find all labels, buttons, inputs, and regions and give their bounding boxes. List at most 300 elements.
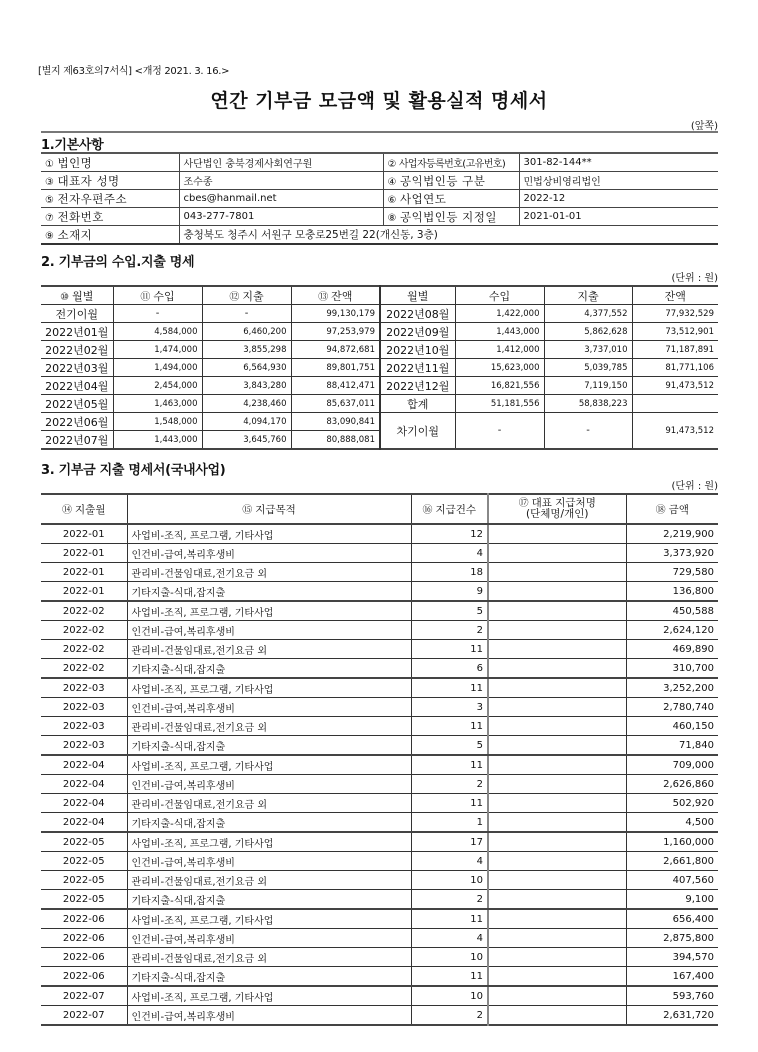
amount-cell: 450,588 <box>626 601 718 621</box>
balance-cell: 88,412,471 <box>291 377 380 395</box>
payee-cell <box>488 794 626 813</box>
monthly-row <box>41 395 718 413</box>
expense-month-cell: 2022-06 <box>41 909 127 929</box>
payee-cell <box>488 929 626 948</box>
amount-cell: 394,570 <box>626 948 718 967</box>
payee-cell <box>488 601 626 621</box>
table-row <box>41 524 718 544</box>
column-header <box>41 494 127 524</box>
circled-number: ⑭ <box>62 505 73 516</box>
income-cell: 1,422,000 <box>455 305 544 323</box>
page-side-label: (앞쪽) <box>690 121 718 132</box>
count-cell: 11 <box>411 640 488 659</box>
circled-number: ⑮ <box>242 505 253 516</box>
column-header-text: 지급목적 <box>255 504 296 516</box>
column-header-text: 지급건수 <box>435 504 477 516</box>
info-row <box>41 172 718 190</box>
expense-cell: - <box>544 413 632 450</box>
payee-cell <box>488 563 626 582</box>
amount-cell: 9,100 <box>626 890 718 910</box>
purpose-cell: 기타지출-식대,잡지출 <box>127 736 411 756</box>
payee-cell <box>488 1006 626 1026</box>
balance-cell: 83,090,841 <box>291 413 380 431</box>
table-row <box>41 852 718 871</box>
info-label <box>41 208 179 226</box>
column-header-text: 지출 <box>242 289 264 303</box>
table-row <box>41 909 718 929</box>
balance-cell: 80,888,081 <box>291 431 380 450</box>
info-value: 043-277-7801 <box>179 208 383 226</box>
column-header: 지출 <box>544 286 632 305</box>
expense-month-cell: 2022-07 <box>41 986 127 1006</box>
purpose-cell: 인건비-급여,복리후생비 <box>127 852 411 871</box>
purpose-cell: 관리비-건물임대료,전기요금 외 <box>127 794 411 813</box>
payee-cell <box>488 890 626 910</box>
section3-title: 3. 기부금 지출 명세서(국내사업) <box>41 463 226 478</box>
count-cell: 4 <box>411 852 488 871</box>
month-cell: 2022년10월 <box>380 341 455 359</box>
table-row <box>41 871 718 890</box>
info-label <box>383 190 519 208</box>
purpose-cell: 기타지출-식대,잡지출 <box>127 659 411 679</box>
address-label-text: 소재지 <box>57 227 93 242</box>
info-label <box>41 190 179 208</box>
month-cell: 2022년09월 <box>380 323 455 341</box>
amount-cell: 1,160,000 <box>626 832 718 852</box>
table-row <box>41 755 718 775</box>
income-cell: 51,181,556 <box>455 395 544 413</box>
circled-number: ⑧ <box>387 212 397 224</box>
info-row <box>41 153 718 172</box>
info-value: 민법상비영리법인 <box>519 172 718 190</box>
payee-cell <box>488 698 626 717</box>
expense-month-cell: 2022-05 <box>41 871 127 890</box>
amount-cell: 656,400 <box>626 909 718 929</box>
column-header-text: 금액 <box>668 504 689 516</box>
purpose-cell: 사업비-조직, 프로그램, 기타사업 <box>127 986 411 1006</box>
column-header-text: 수입 <box>153 289 175 303</box>
info-label-text: 전자우편주소 <box>57 191 128 206</box>
column-header <box>291 286 380 305</box>
count-cell: 11 <box>411 967 488 987</box>
purpose-cell: 기타지출-식대,잡지출 <box>127 890 411 910</box>
purpose-cell: 관리비-건물임대료,전기요금 외 <box>127 717 411 736</box>
income-cell: 1,443,000 <box>113 431 202 450</box>
income-cell: - <box>455 413 544 450</box>
count-cell: 2 <box>411 1006 488 1026</box>
expense-month-cell: 2022-02 <box>41 601 127 621</box>
address-label <box>41 226 179 245</box>
purpose-cell: 관리비-건물임대료,전기요금 외 <box>127 948 411 967</box>
amount-cell: 2,661,800 <box>626 852 718 871</box>
amount-cell: 502,920 <box>626 794 718 813</box>
payee-cell <box>488 544 626 563</box>
payee-cell <box>488 775 626 794</box>
expense-month-cell: 2022-06 <box>41 948 127 967</box>
count-cell: 4 <box>411 544 488 563</box>
purpose-cell: 기타지출-식대,잡지출 <box>127 967 411 987</box>
count-cell: 11 <box>411 755 488 775</box>
count-cell: 17 <box>411 832 488 852</box>
month-cell: 2022년05월 <box>41 395 113 413</box>
expense-cell: 58,838,223 <box>544 395 632 413</box>
purpose-cell: 기타지출-식대,잡지출 <box>127 582 411 602</box>
purpose-cell: 관리비-건물임대료,전기요금 외 <box>127 640 411 659</box>
table-row <box>41 794 718 813</box>
expense-cell: 7,119,150 <box>544 377 632 395</box>
table-row <box>41 544 718 563</box>
count-cell: 2 <box>411 890 488 910</box>
purpose-cell: 인건비-급여,복리후생비 <box>127 775 411 794</box>
balance-cell: 99,130,179 <box>291 305 380 323</box>
balance-cell: 85,637,011 <box>291 395 380 413</box>
month-cell: 전기이월 <box>41 305 113 323</box>
info-label-text: 사업연도 <box>399 191 447 206</box>
expense-cell: 4,377,552 <box>544 305 632 323</box>
payee-cell <box>488 909 626 929</box>
balance-cell: 91,473,512 <box>632 413 718 450</box>
purpose-cell: 사업비-조직, 프로그램, 기타사업 <box>127 832 411 852</box>
amount-cell: 407,560 <box>626 871 718 890</box>
expense-month-cell: 2022-04 <box>41 813 127 833</box>
count-cell: 10 <box>411 948 488 967</box>
expense-month-cell: 2022-01 <box>41 544 127 563</box>
income-cell: 1,443,000 <box>455 323 544 341</box>
table-row <box>41 967 718 987</box>
expense-month-cell: 2022-01 <box>41 582 127 602</box>
amount-cell: 729,580 <box>626 563 718 582</box>
payee-cell <box>488 736 626 756</box>
section3-unit: (단위 : 원) <box>671 481 718 492</box>
payee-cell <box>488 967 626 987</box>
count-cell: 6 <box>411 659 488 679</box>
info-row <box>41 190 718 208</box>
count-cell: 11 <box>411 909 488 929</box>
purpose-cell: 사업비-조직, 프로그램, 기타사업 <box>127 909 411 929</box>
income-cell: - <box>113 305 202 323</box>
table-row <box>41 698 718 717</box>
amount-cell: 3,373,920 <box>626 544 718 563</box>
info-label <box>383 208 519 226</box>
expense-month-cell: 2022-04 <box>41 775 127 794</box>
amount-cell: 310,700 <box>626 659 718 679</box>
info-label <box>41 153 179 172</box>
purpose-cell: 인건비-급여,복리후생비 <box>127 1006 411 1026</box>
column-header-text: 지출월 <box>75 504 106 516</box>
payee-cell <box>488 524 626 544</box>
table-row <box>41 601 718 621</box>
info-label-text: 사업자등록번호(고유번호) <box>398 159 506 170</box>
payee-cell <box>488 621 626 640</box>
count-cell: 1 <box>411 813 488 833</box>
payee-cell <box>488 948 626 967</box>
payee-cell <box>488 582 626 602</box>
payee-cell <box>488 813 626 833</box>
balance-cell: 81,771,106 <box>632 359 718 377</box>
purpose-cell: 사업비-조직, 프로그램, 기타사업 <box>127 524 411 544</box>
amount-cell: 2,875,800 <box>626 929 718 948</box>
column-header: 월별 <box>380 286 455 305</box>
column-header: 수입 <box>455 286 544 305</box>
expense-month-cell: 2022-05 <box>41 832 127 852</box>
balance-cell: 77,932,529 <box>632 305 718 323</box>
expense-month-cell: 2022-04 <box>41 794 127 813</box>
circled-number: ⑰ <box>518 498 529 509</box>
amount-cell: 4,500 <box>626 813 718 833</box>
circled-number: ⑩ <box>60 291 70 303</box>
column-header <box>411 494 488 524</box>
expense-cell: 4,238,460 <box>202 395 291 413</box>
balance-cell: 91,473,512 <box>632 377 718 395</box>
amount-cell: 71,840 <box>626 736 718 756</box>
income-cell: 1,463,000 <box>113 395 202 413</box>
table-row <box>41 1006 718 1026</box>
count-cell: 12 <box>411 524 488 544</box>
info-label <box>383 172 519 190</box>
column-header-subtext: (단체명/개인) <box>526 508 589 520</box>
count-cell: 9 <box>411 582 488 602</box>
expense-month-cell: 2022-02 <box>41 659 127 679</box>
expense-cell: 5,862,628 <box>544 323 632 341</box>
amount-cell: 3,252,200 <box>626 678 718 698</box>
circled-number: ⑫ <box>229 291 240 303</box>
info-label-text: 대표자 성명 <box>57 173 120 188</box>
info-value: 2021-01-01 <box>519 208 718 226</box>
payee-cell <box>488 852 626 871</box>
circled-number: ⑪ <box>140 291 151 303</box>
count-cell: 5 <box>411 736 488 756</box>
purpose-cell: 관리비-건물임대료,전기요금 외 <box>127 563 411 582</box>
month-cell: 차기이월 <box>380 413 455 450</box>
table-row <box>41 890 718 910</box>
column-header-text: 잔액 <box>331 289 353 303</box>
expense-month-cell: 2022-05 <box>41 852 127 871</box>
info-label-text: 공익법인등 구분 <box>399 173 486 188</box>
payee-cell <box>488 640 626 659</box>
column-header <box>41 286 113 305</box>
amount-cell: 593,760 <box>626 986 718 1006</box>
column-header <box>127 494 411 524</box>
column-header <box>626 494 718 524</box>
expense-cell: 3,737,010 <box>544 341 632 359</box>
circled-number: ⑦ <box>45 212 55 224</box>
table-row <box>41 659 718 679</box>
month-cell: 2022년03월 <box>41 359 113 377</box>
amount-cell: 2,624,120 <box>626 621 718 640</box>
purpose-cell: 기타지출-식대,잡지출 <box>127 813 411 833</box>
purpose-cell: 인건비-급여,복리후생비 <box>127 929 411 948</box>
info-value: 조수종 <box>179 172 383 190</box>
circled-number: ⑤ <box>45 194 55 206</box>
info-label-text: 법인명 <box>57 155 93 170</box>
expense-cell: 3,855,298 <box>202 341 291 359</box>
payee-cell <box>488 832 626 852</box>
amount-cell: 709,000 <box>626 755 718 775</box>
table-row <box>41 621 718 640</box>
table-row <box>41 717 718 736</box>
section2-unit: (단위 : 원) <box>671 273 718 284</box>
form-number: [별지 제63호의7서식] <개정 2021. 3. 16.> <box>38 66 230 77</box>
table-row <box>41 929 718 948</box>
monthly-row <box>41 341 718 359</box>
purpose-cell: 인건비-급여,복리후생비 <box>127 621 411 640</box>
expense-month-cell: 2022-06 <box>41 929 127 948</box>
payee-cell <box>488 659 626 679</box>
expense-month-cell: 2022-03 <box>41 736 127 756</box>
income-cell: 1,548,000 <box>113 413 202 431</box>
count-cell: 4 <box>411 929 488 948</box>
month-cell: 2022년11월 <box>380 359 455 377</box>
expense-cell: 3,843,280 <box>202 377 291 395</box>
month-cell: 2022년06월 <box>41 413 113 431</box>
income-expense-table <box>41 285 718 450</box>
expense-month-cell: 2022-01 <box>41 563 127 582</box>
amount-cell: 167,400 <box>626 967 718 987</box>
address-row <box>41 226 718 245</box>
document-title: 연간 기부금 모금액 및 활용실적 명세서 <box>210 90 548 112</box>
circled-number: ④ <box>387 176 397 188</box>
table-row <box>41 563 718 582</box>
count-cell: 3 <box>411 698 488 717</box>
circled-number: ② <box>387 159 396 170</box>
count-cell: 11 <box>411 678 488 698</box>
expense-cell: 3,645,760 <box>202 431 291 450</box>
balance-cell <box>632 395 718 413</box>
expense-month-cell: 2022-02 <box>41 621 127 640</box>
expense-cell: 4,094,170 <box>202 413 291 431</box>
header-row <box>41 494 718 524</box>
monthly-row <box>41 359 718 377</box>
payee-cell <box>488 986 626 1006</box>
amount-cell: 2,780,740 <box>626 698 718 717</box>
expense-month-cell: 2022-04 <box>41 755 127 775</box>
address-value: 충청북도 청주시 서원구 모충로25번길 22(개신동, 3층) <box>183 229 438 241</box>
info-value: 사단법인 충북경제사회연구원 <box>179 153 383 172</box>
income-cell: 2,454,000 <box>113 377 202 395</box>
column-header-text: 대표 지급처명 <box>531 497 596 509</box>
expense-cell: 5,039,785 <box>544 359 632 377</box>
payee-cell <box>488 678 626 698</box>
payee-cell <box>488 871 626 890</box>
expense-month-cell: 2022-01 <box>41 524 127 544</box>
expense-cell: 6,564,930 <box>202 359 291 377</box>
amount-cell: 2,626,860 <box>626 775 718 794</box>
count-cell: 18 <box>411 563 488 582</box>
balance-cell: 73,512,901 <box>632 323 718 341</box>
month-cell: 2022년04월 <box>41 377 113 395</box>
amount-cell: 460,150 <box>626 717 718 736</box>
expense-month-cell: 2022-06 <box>41 967 127 987</box>
expense-month-cell: 2022-07 <box>41 1006 127 1026</box>
info-label-text: 전화번호 <box>57 209 104 224</box>
header-row <box>41 286 718 305</box>
table-row <box>41 832 718 852</box>
purpose-cell: 관리비-건물임대료,전기요금 외 <box>127 871 411 890</box>
count-cell: 11 <box>411 717 488 736</box>
section1-top-rule <box>41 131 718 133</box>
purpose-cell: 인건비-급여,복리후생비 <box>127 544 411 563</box>
table-row <box>41 640 718 659</box>
circled-number: ⑱ <box>655 505 666 516</box>
income-cell: 4,584,000 <box>113 323 202 341</box>
column-header: 잔액 <box>632 286 718 305</box>
column-header <box>113 286 202 305</box>
table-row <box>41 775 718 794</box>
table-row <box>41 948 718 967</box>
table-row <box>41 582 718 602</box>
month-cell: 합계 <box>380 395 455 413</box>
info-label <box>383 153 519 172</box>
month-cell: 2022년01월 <box>41 323 113 341</box>
purpose-cell: 사업비-조직, 프로그램, 기타사업 <box>127 755 411 775</box>
purpose-cell: 사업비-조직, 프로그램, 기타사업 <box>127 601 411 621</box>
table-row <box>41 813 718 833</box>
month-cell: 2022년12월 <box>380 377 455 395</box>
circled-number: ⑯ <box>422 505 433 516</box>
expense-month-cell: 2022-03 <box>41 698 127 717</box>
income-cell: 1,412,000 <box>455 341 544 359</box>
monthly-row <box>41 305 718 323</box>
column-header-text: 월별 <box>72 289 94 303</box>
amount-cell: 469,890 <box>626 640 718 659</box>
circled-number: ③ <box>45 176 55 188</box>
expense-cell: 6,460,200 <box>202 323 291 341</box>
column-header <box>202 286 291 305</box>
income-cell: 1,494,000 <box>113 359 202 377</box>
balance-cell: 71,187,891 <box>632 341 718 359</box>
basic-info-table <box>41 152 718 245</box>
monthly-row <box>41 323 718 341</box>
expense-month-cell: 2022-03 <box>41 678 127 698</box>
count-cell: 11 <box>411 794 488 813</box>
info-label-text: 공익법인등 지정일 <box>399 209 497 224</box>
month-cell: 2022년07월 <box>41 431 113 450</box>
count-cell: 2 <box>411 621 488 640</box>
purpose-cell: 인건비-급여,복리후생비 <box>127 698 411 717</box>
count-cell: 10 <box>411 871 488 890</box>
expense-month-cell: 2022-03 <box>41 717 127 736</box>
expense-month-cell: 2022-02 <box>41 640 127 659</box>
monthly-row <box>41 377 718 395</box>
balance-cell: 97,253,979 <box>291 323 380 341</box>
circled-number: ① <box>45 158 55 170</box>
payee-cell <box>488 717 626 736</box>
balance-cell: 94,872,681 <box>291 341 380 359</box>
purpose-cell: 사업비-조직, 프로그램, 기타사업 <box>127 678 411 698</box>
payee-cell <box>488 755 626 775</box>
count-cell: 5 <box>411 601 488 621</box>
section2-title: 2. 기부금의 수입.지출 명세 <box>41 255 195 270</box>
info-value: 2022-12 <box>519 190 718 208</box>
month-cell: 2022년02월 <box>41 341 113 359</box>
table-row <box>41 736 718 756</box>
monthly-row <box>41 413 718 431</box>
income-cell: 15,623,000 <box>455 359 544 377</box>
count-cell: 10 <box>411 986 488 1006</box>
expense-cell: - <box>202 305 291 323</box>
section1-title: 1.기본사항 <box>41 138 104 153</box>
amount-cell: 136,800 <box>626 582 718 602</box>
count-cell: 2 <box>411 775 488 794</box>
info-label <box>41 172 179 190</box>
expense-month-cell: 2022-05 <box>41 890 127 910</box>
circled-number: ⑥ <box>387 194 397 206</box>
amount-cell: 2,219,900 <box>626 524 718 544</box>
income-cell: 1,474,000 <box>113 341 202 359</box>
amount-cell: 2,631,720 <box>626 1006 718 1026</box>
month-cell: 2022년08월 <box>380 305 455 323</box>
info-row <box>41 208 718 226</box>
